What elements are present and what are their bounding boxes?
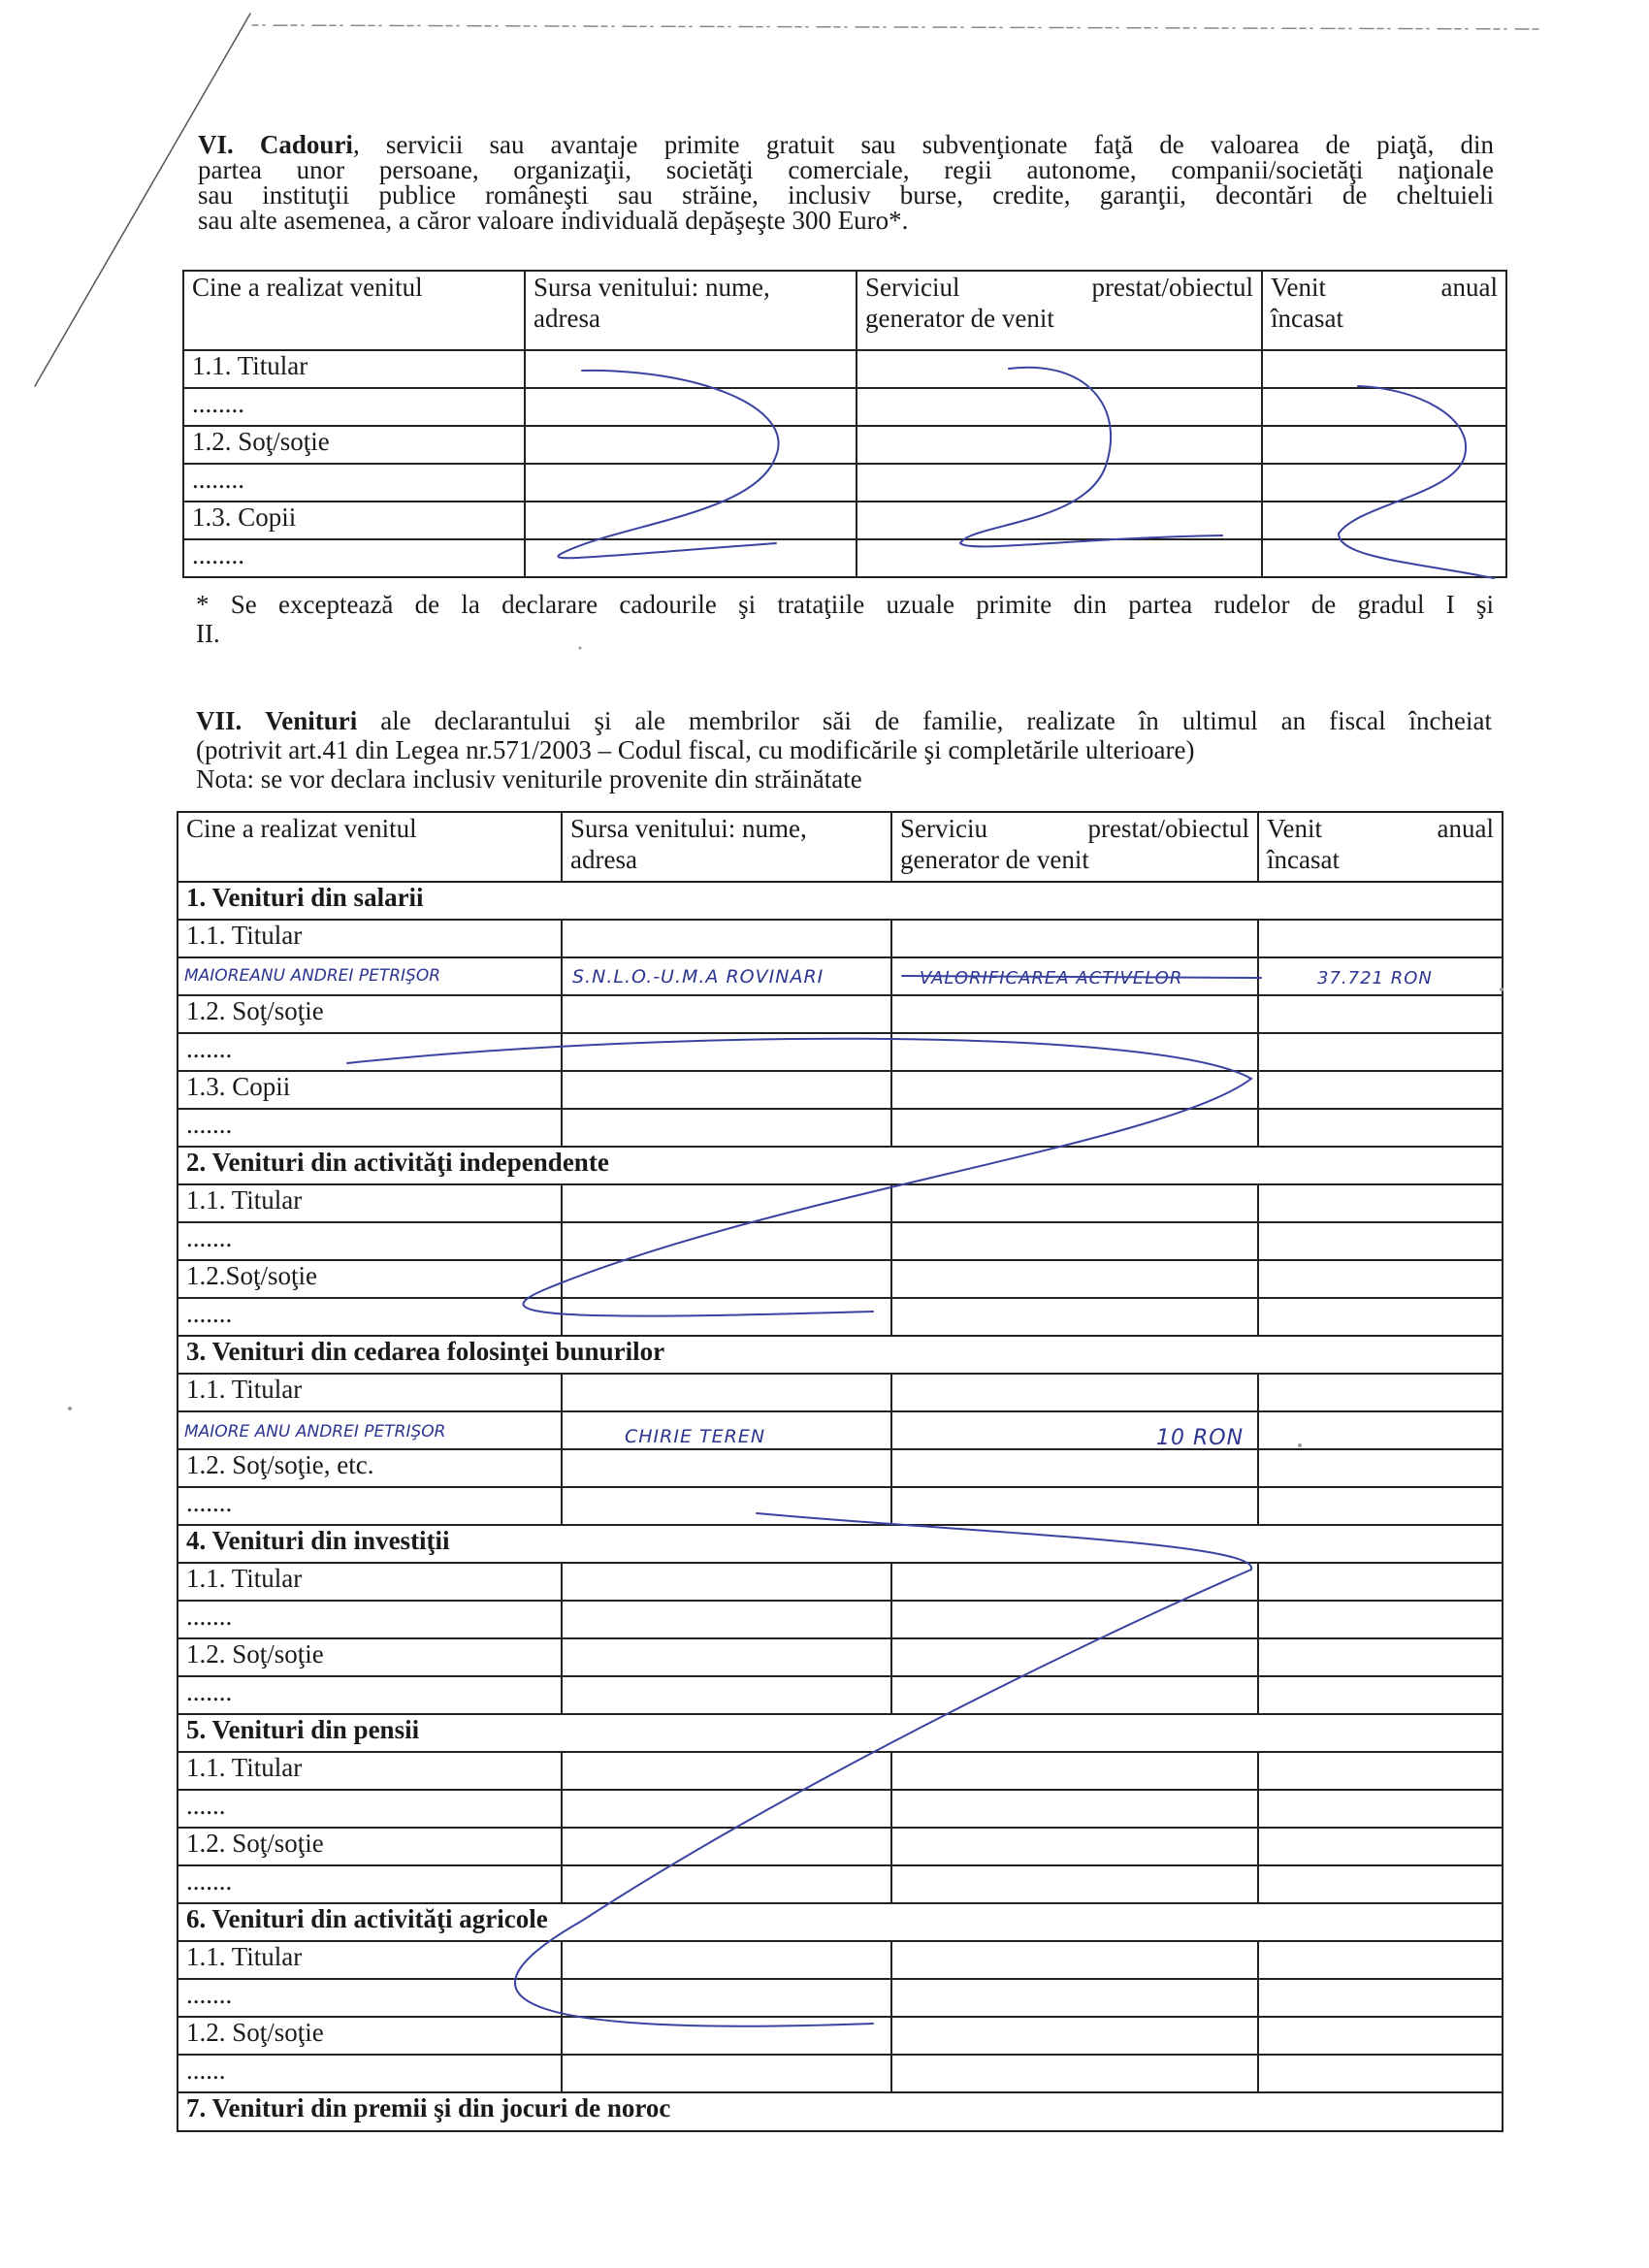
row-label: 1.1. Titular: [178, 1184, 562, 1222]
section-6-line-3: sau instituţii publice româneşti sau străine, inclusiv burse, credite, garanţii, decontări de cheltuieli: [198, 180, 1494, 210]
table-row: [178, 1222, 1503, 1260]
table-row: [178, 995, 1503, 1033]
cell: [1262, 502, 1506, 539]
col-header-source: [562, 812, 891, 882]
section-label: 2. Venituri din activităţi independente: [178, 1147, 1503, 1184]
col-header-income-c: încasat: [1267, 845, 1340, 874]
section-6-title: Cadouri: [259, 130, 353, 159]
table-row: [178, 1184, 1503, 1222]
col-header-income-c: încasat: [1271, 304, 1343, 333]
table-row: [178, 1865, 1503, 1903]
table-row: [178, 1601, 1503, 1638]
table-row: [178, 1638, 1503, 1676]
scan-dot: [68, 1407, 72, 1410]
section-6-line-1-rest: , servicii sau avantaje primite gratuit sau subvenţionate faţă de valoarea de piaţă, din: [352, 130, 1494, 159]
row-label: 1.2. Soţ/soţie: [183, 426, 525, 464]
cell: [857, 464, 1262, 502]
table-row: [183, 539, 1506, 577]
section-6-line-4: sau alte asemenea, a căror valoare individuală depăşeşte 300 Euro*.: [198, 206, 909, 235]
section-label: 1. Venituri din salarii: [178, 882, 1503, 920]
row-label: 1.2. Soţ/soţie: [178, 1828, 562, 1865]
row-label: ......: [178, 2055, 562, 2092]
col-header-service: [857, 271, 1262, 350]
row-label: ........: [183, 388, 525, 426]
col-header-income: [1262, 271, 1506, 350]
section-7-line-2: (potrivit art.41 din Legea nr.571/2003 – Codul fiscal, cu modificările şi completările ulterioare): [196, 735, 1195, 764]
col-header-source-b: adresa: [570, 845, 637, 874]
cell: [1262, 426, 1506, 464]
row-label: 1.1. Titular: [178, 920, 562, 957]
table-row: [178, 1752, 1503, 1790]
col-header-service-b: prestat/obiectul: [1091, 273, 1253, 302]
footnote-line-2: II.: [196, 619, 220, 648]
handwritten-salary-amount: 37.721 RON: [1317, 968, 1433, 988]
section-6-intro: [198, 132, 1494, 233]
table-row: [178, 920, 1503, 957]
cell: [525, 464, 857, 502]
table-row: [178, 1033, 1503, 1071]
col-header-source-a: Sursa venitului: nume,: [570, 814, 807, 843]
section-label: 7. Venituri din premii şi din jocuri de noroc: [178, 2092, 1503, 2131]
section-row-prizes: [178, 2092, 1503, 2131]
col-header-income-a: Venit: [1267, 814, 1322, 843]
col-header-income-a: Venit: [1271, 273, 1326, 302]
row-label: .......: [178, 1109, 562, 1147]
col-header-source: [525, 271, 857, 350]
row-label: 1.2. Soţ/soţie: [178, 2017, 562, 2055]
table-row: [178, 1828, 1503, 1865]
gifts-table: [182, 270, 1507, 578]
table-row: [178, 1449, 1503, 1487]
row-label: ......: [178, 1790, 562, 1828]
cell: [857, 350, 1262, 388]
cell: [525, 350, 857, 388]
row-label: 1.1. Titular: [178, 1941, 562, 1979]
section-7-number: VII.: [196, 706, 242, 735]
row-label: 1.2. Soţ/soţie: [178, 995, 562, 1033]
row-label: 1.1. Titular: [178, 1374, 562, 1411]
income-table: [177, 811, 1504, 2132]
section-6-line-2: partea unor persoane, organizaţii, societăţi comerciale, regii autonome, companii/societăţi naţionale: [198, 155, 1494, 184]
col-header-service: [891, 812, 1258, 882]
table-row: [178, 1109, 1503, 1147]
table-row: [178, 1260, 1503, 1298]
table-row: [178, 1374, 1503, 1411]
row-label: .......: [178, 1676, 562, 1714]
table-row: [178, 2017, 1503, 2055]
section-row-salaries: [178, 882, 1503, 920]
cell: [857, 388, 1262, 426]
col-header-service-a: Serviciul: [865, 273, 960, 302]
section-row-investments: [178, 1525, 1503, 1563]
row-label: .......: [178, 1865, 562, 1903]
gifts-footnote: [196, 590, 1494, 648]
col-header-who: Cine a realizat venitul: [178, 812, 562, 882]
col-header-source-a: Sursa venitului: nume,: [534, 273, 770, 302]
cell: [1258, 1411, 1503, 1449]
table-row: [178, 1563, 1503, 1601]
section-row-independent: [178, 1147, 1503, 1184]
row-label: 1.2. Soţ/soţie, etc.: [178, 1449, 562, 1487]
income-table-header: [178, 812, 1503, 882]
row-label: .......: [178, 1298, 562, 1336]
footnote-line-1: * Se exceptează de la declarare cadourile şi trataţiile uzuale primite din partea rudelor de gradul I şi: [196, 590, 1494, 619]
gifts-table-header: [183, 271, 1506, 350]
cell: [1262, 464, 1506, 502]
cell: [525, 388, 857, 426]
row-label: .......: [178, 1601, 562, 1638]
table-row: [183, 464, 1506, 502]
table-row: [178, 1071, 1503, 1109]
cell: [857, 502, 1262, 539]
section-row-pensions: [178, 1714, 1503, 1752]
section-7-line-1-rest: ale declarantului şi ale membrilor săi de familie, realizate în ultimul an fiscal încheiat: [357, 706, 1492, 735]
cell: [1262, 539, 1506, 577]
row-label: .......: [178, 1222, 562, 1260]
row-label: .......: [178, 1487, 562, 1525]
handwritten-rent-name: MAIORE ANU ANDREI PETRIŞOR: [184, 1422, 446, 1442]
row-label: 1.3. Copii: [178, 1071, 562, 1109]
section-label: 3. Venituri din cedarea folosinţei bunurilor: [178, 1336, 1503, 1374]
col-header-service-c: generator de venit: [900, 845, 1089, 874]
row-label: ........: [183, 464, 525, 502]
section-6-number: VI.: [198, 130, 234, 159]
col-header-income: [1258, 812, 1503, 882]
cell: [525, 426, 857, 464]
section-7-title: Venituri: [265, 706, 358, 735]
cell: [1262, 388, 1506, 426]
table-row: [178, 2055, 1503, 2092]
table-row: [178, 1487, 1503, 1525]
table-row: [178, 1298, 1503, 1336]
handwritten-salary-service: VALORIFICAREA ACTIVELOR: [920, 968, 1183, 988]
table-row: [178, 1790, 1503, 1828]
row-label: 1.1. Titular: [178, 1752, 562, 1790]
section-label: 4. Venituri din investiţii: [178, 1525, 1503, 1563]
row-label: .......: [178, 1979, 562, 2017]
col-header-income-b: anual: [1437, 814, 1494, 843]
section-7-line-3: Nota: se vor declara inclusiv veniturile provenite din străinătate: [196, 764, 862, 794]
row-label: 1.3. Copii: [183, 502, 525, 539]
handwritten-rent-amount: 10 RON: [1156, 1426, 1245, 1450]
row-label: ........: [183, 539, 525, 577]
section-label: 6. Venituri din activităţi agricole: [178, 1903, 1503, 1941]
section-row-rentals: [178, 1336, 1503, 1374]
section-label: 5. Venituri din pensii: [178, 1714, 1503, 1752]
table-row: [178, 1941, 1503, 1979]
handwritten-rent-service: CHIRIE TEREN: [625, 1426, 766, 1447]
cell: [857, 539, 1262, 577]
row-label: 1.2. Soţ/soţie: [178, 1638, 562, 1676]
col-header-service-a: Serviciu: [900, 814, 987, 843]
col-header-who: Cine a realizat venitul: [183, 271, 525, 350]
table-row: [178, 1979, 1503, 2017]
cell: [1262, 350, 1506, 388]
section-7-line-1: [196, 706, 1492, 735]
row-label: 1.2.Soţ/soţie: [178, 1260, 562, 1298]
handwritten-salary-name: MAIOREANU ANDREI PETRIŞOR: [184, 966, 441, 986]
cell: [525, 502, 857, 539]
section-6-line-1: [198, 132, 1494, 157]
table-row: [183, 502, 1506, 539]
table-row: [183, 426, 1506, 464]
col-header-service-b: prestat/obiectul: [1087, 814, 1249, 843]
cell: [525, 539, 857, 577]
col-header-income-b: anual: [1440, 273, 1498, 302]
col-header-service-c: generator de venit: [865, 304, 1054, 333]
row-label: 1.1. Titular: [178, 1563, 562, 1601]
scan-top-noise: [252, 25, 1542, 29]
row-label: 1.1. Titular: [183, 350, 525, 388]
table-row: [183, 350, 1506, 388]
section-7-intro: [196, 706, 1492, 794]
section-row-agriculture: [178, 1903, 1503, 1941]
cell: [857, 426, 1262, 464]
handwritten-salary-source: S.N.L.O.-U.M.A ROVINARI: [572, 966, 824, 988]
col-header-source-b: adresa: [534, 304, 600, 333]
row-label: .......: [178, 1033, 562, 1071]
table-row: [178, 1676, 1503, 1714]
table-row: [183, 388, 1506, 426]
